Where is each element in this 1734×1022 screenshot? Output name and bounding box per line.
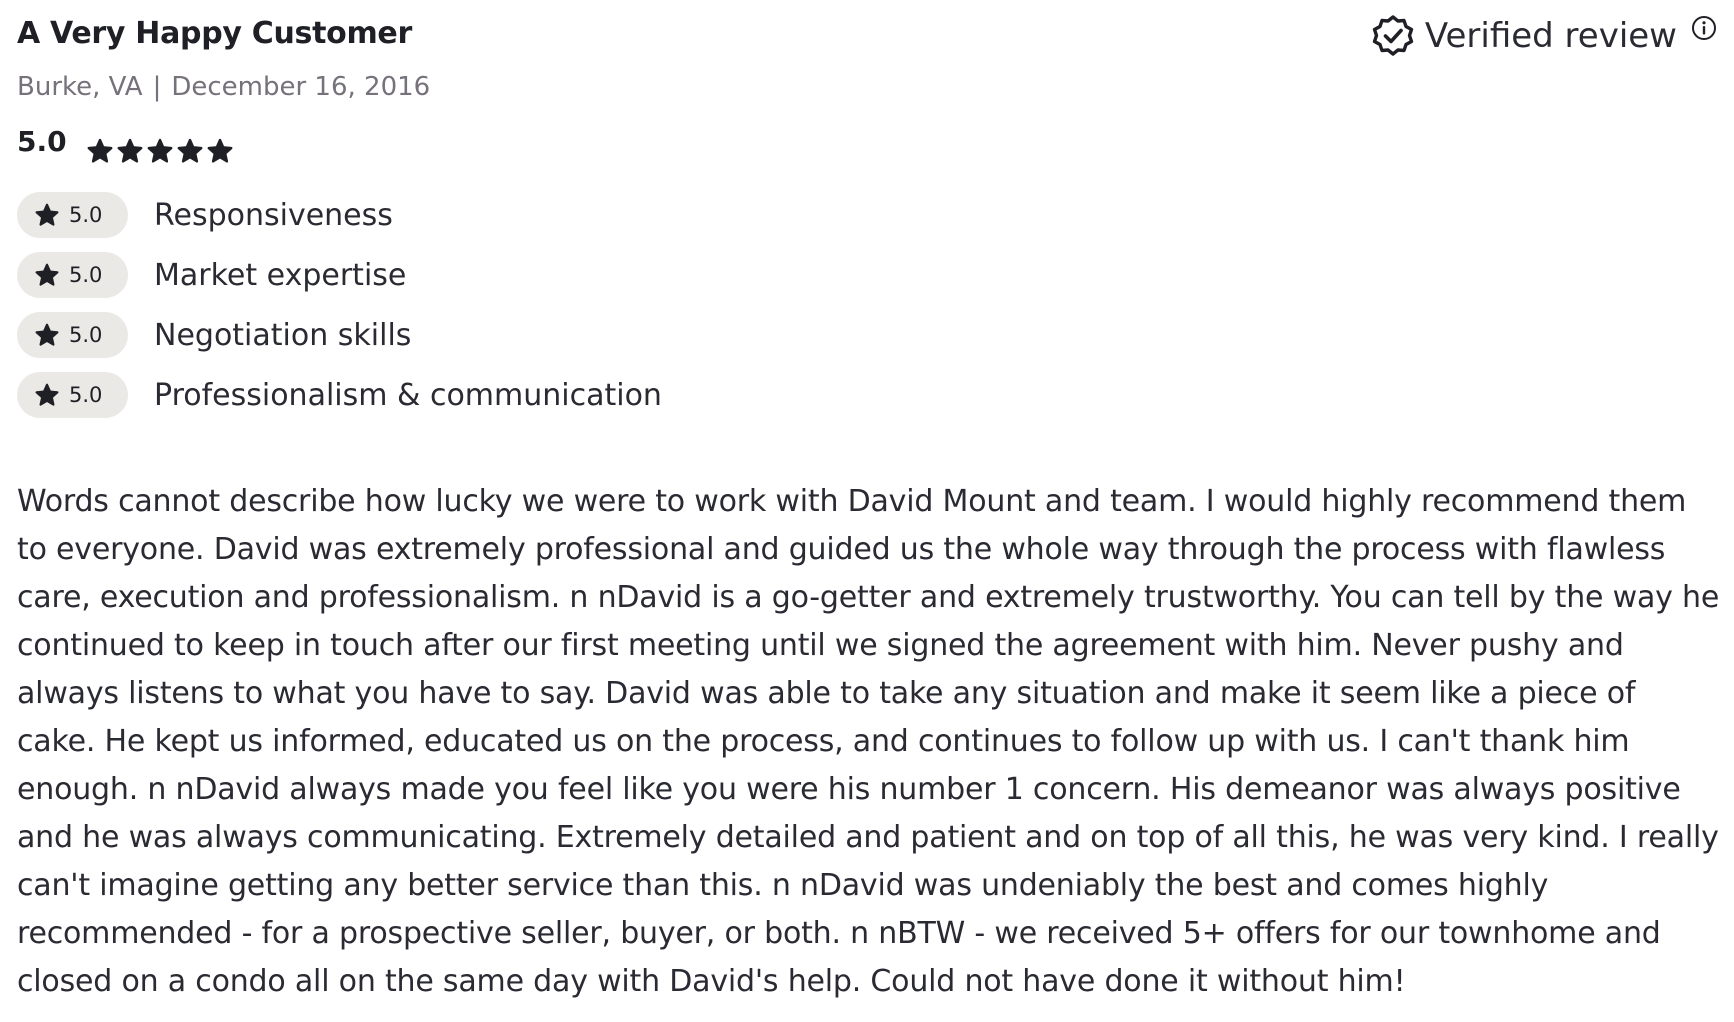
verified-review-badge xyxy=(1371,14,1717,58)
subrating-score: 5.0 xyxy=(69,383,103,407)
star-icon xyxy=(35,263,59,287)
star-icon xyxy=(117,138,143,164)
star-icon xyxy=(147,138,173,164)
star-icon xyxy=(35,383,59,407)
reviewer-location: Burke, VA xyxy=(17,72,143,102)
overall-rating-stars xyxy=(87,138,233,164)
review-meta xyxy=(17,72,430,102)
star-icon xyxy=(177,138,203,164)
subrating-score-pill xyxy=(17,312,128,358)
subrating-responsiveness xyxy=(17,192,662,238)
overall-rating-score: 5.0 xyxy=(17,125,67,158)
reviewer-name: A Very Happy Customer xyxy=(17,16,412,51)
subrating-score-pill xyxy=(17,252,128,298)
star-icon xyxy=(207,138,233,164)
subrating-score: 5.0 xyxy=(69,323,103,347)
star-icon xyxy=(35,203,59,227)
subrating-market-expertise xyxy=(17,252,662,298)
subrating-score: 5.0 xyxy=(69,203,103,227)
subratings-list xyxy=(17,192,662,432)
subrating-label: Professionalism & communication xyxy=(154,377,662,413)
subrating-score: 5.0 xyxy=(69,263,103,287)
info-icon[interactable] xyxy=(1691,15,1717,45)
subrating-score-pill xyxy=(17,372,128,418)
subrating-professionalism-communication xyxy=(17,372,662,418)
subrating-score-pill xyxy=(17,192,128,238)
star-icon xyxy=(35,323,59,347)
meta-separator: | xyxy=(152,72,162,102)
review-body: Words cannot describe how lucky we were to work with David Mount and team. I would highly recommend them to everyone. David was extremely professional and guided us the whole way through the process with flawless care, execution and professionalism. n nDavid is a go-getter and extremely trustworthy. You can tell by the way he continued to keep in touch after our first meeting until we signed the agreement with him. Never pushy and always listens to what you have to say. David was able to take any situation and make it seem like a piece of cake. He kept us informed, educated us on the process, and continues to follow up with us. I can't thank him enough. n nDavid always made you feel like you were his number 1 concern. His demeanor was always positive and he was always communicating. Extremely detailed and patient and on top of all this, he was very kind. I really can't imagine getting any better service than this. n nDavid was undeniably the best and comes highly recommended - for a prospective seller, buyer, or both. n nBTW - we received 5+ offers for our townhome and closed on a condo all on the same day with David's help. Could not have done it without him! xyxy=(17,484,1720,999)
review-date: December 16, 2016 xyxy=(171,72,431,102)
subrating-negotiation-skills xyxy=(17,312,662,358)
subrating-label: Negotiation skills xyxy=(154,317,412,353)
verified-badge-icon xyxy=(1371,14,1415,58)
subrating-label: Market expertise xyxy=(154,257,407,293)
verified-review-label: Verified review xyxy=(1424,16,1677,56)
star-icon xyxy=(87,138,113,164)
subrating-label: Responsiveness xyxy=(154,197,393,233)
overall-rating xyxy=(17,125,233,164)
